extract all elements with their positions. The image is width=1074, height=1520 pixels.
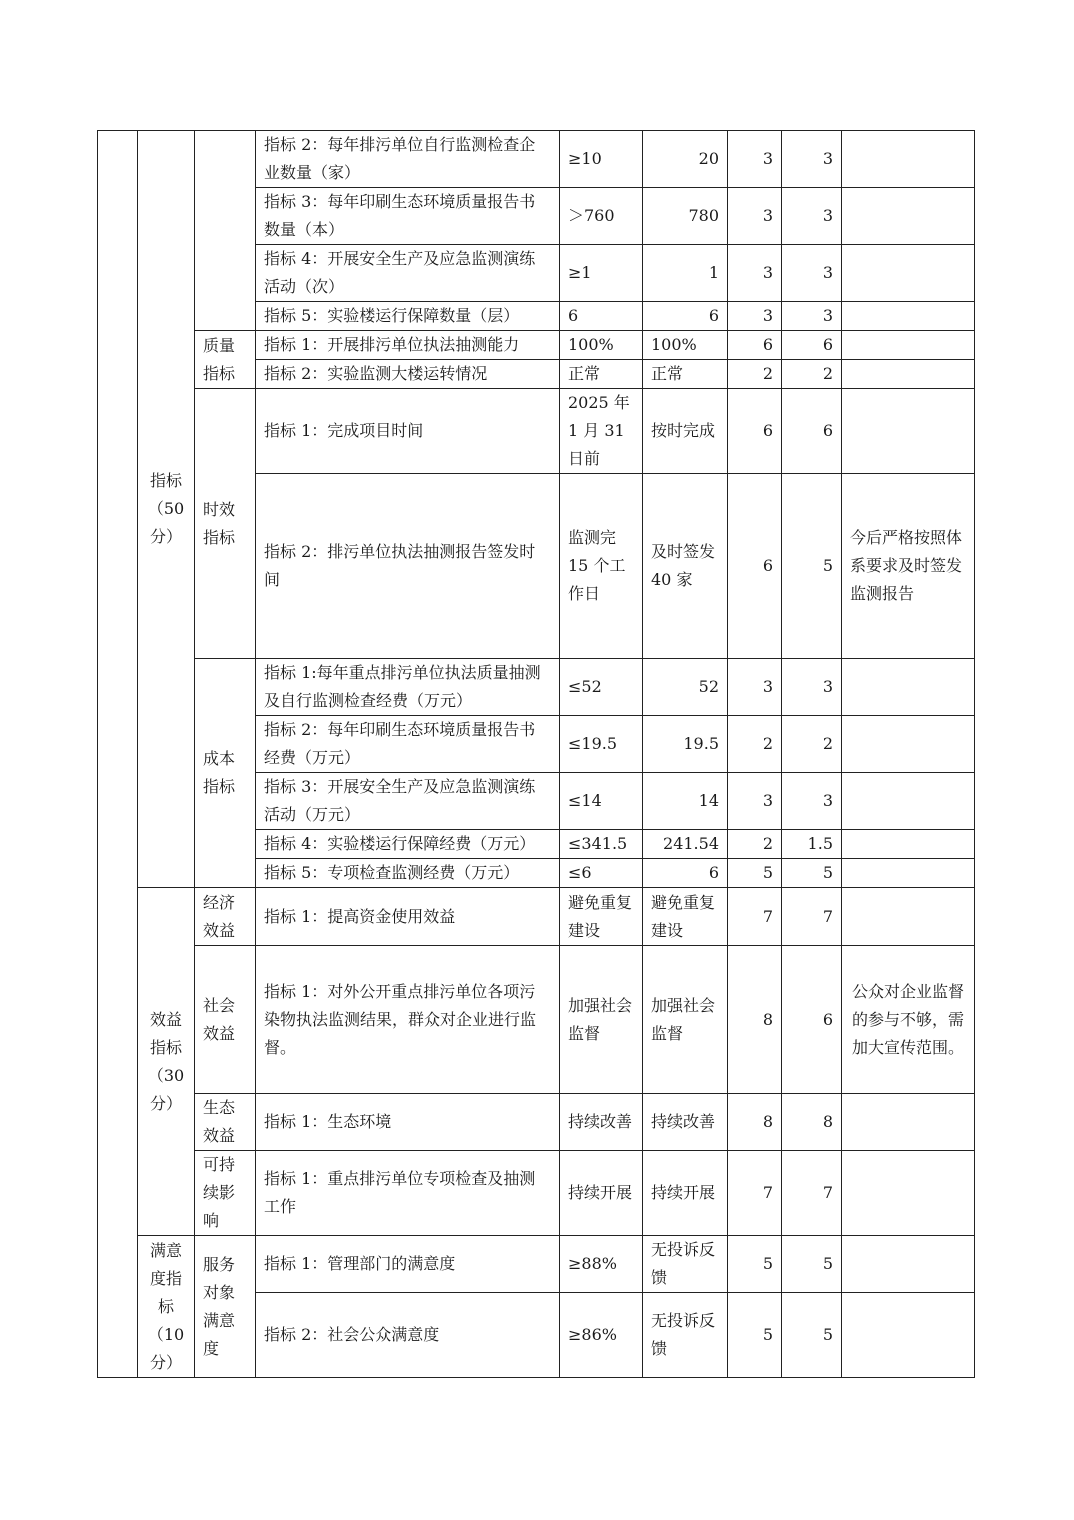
note-cell: 公众对企业监督的参与不够，需加大宣传范围。 bbox=[842, 946, 975, 1094]
table-row bbox=[98, 946, 975, 1094]
weight-value: 3 bbox=[728, 659, 782, 716]
weight-value: 5 bbox=[728, 1236, 782, 1293]
note-cell bbox=[842, 773, 975, 830]
target-value: ≤6 bbox=[560, 859, 643, 888]
note-cell bbox=[842, 389, 975, 474]
table-row bbox=[98, 659, 975, 716]
actual-value: 14 bbox=[643, 773, 728, 830]
actual-value: 避免重复建设 bbox=[643, 888, 728, 946]
actual-value: 19.5 bbox=[643, 716, 728, 773]
target-value: 6 bbox=[560, 302, 643, 331]
weight-value: 8 bbox=[728, 946, 782, 1094]
satisfaction-indicator-category: 满意度指标（10分） bbox=[138, 1236, 195, 1378]
actual-value: 按时完成 bbox=[643, 389, 728, 474]
target-value: ≥1 bbox=[560, 245, 643, 302]
indicator-name: 指标 3：开展安全生产及应急监测演练活动（万元） bbox=[256, 773, 560, 830]
note-cell bbox=[842, 1293, 975, 1378]
note-cell bbox=[842, 1236, 975, 1293]
score-value: 5 bbox=[782, 474, 842, 659]
target-value: 持续改善 bbox=[560, 1094, 643, 1151]
target-value: ≤14 bbox=[560, 773, 643, 830]
score-value: 7 bbox=[782, 888, 842, 946]
actual-value: 20 bbox=[643, 131, 728, 188]
target-value: ≤52 bbox=[560, 659, 643, 716]
target-value: 100% bbox=[560, 331, 643, 360]
score-value: 3 bbox=[782, 659, 842, 716]
table-row bbox=[98, 389, 975, 474]
actual-value: 6 bbox=[643, 859, 728, 888]
note-cell bbox=[842, 302, 975, 331]
actual-value: 241.54 bbox=[643, 830, 728, 859]
note-cell bbox=[842, 331, 975, 360]
weight-value: 2 bbox=[728, 716, 782, 773]
weight-value: 3 bbox=[728, 245, 782, 302]
table-row bbox=[98, 131, 975, 188]
score-value: 5 bbox=[782, 1293, 842, 1378]
indicator-name: 指标 2：社会公众满意度 bbox=[256, 1293, 560, 1378]
target-value: ≥10 bbox=[560, 131, 643, 188]
weight-value: 6 bbox=[728, 474, 782, 659]
note-cell bbox=[842, 131, 975, 188]
actual-value: 加强社会监督 bbox=[643, 946, 728, 1094]
social-benefit-sub-category: 社会效益 bbox=[195, 946, 256, 1094]
timeliness-sub-category: 时效指标 bbox=[195, 389, 256, 659]
weight-value: 5 bbox=[728, 859, 782, 888]
note-cell bbox=[842, 859, 975, 888]
target-value: ≥86% bbox=[560, 1293, 643, 1378]
target-value: 持续开展 bbox=[560, 1151, 643, 1236]
score-value: 3 bbox=[782, 245, 842, 302]
actual-value: 780 bbox=[643, 188, 728, 245]
note-cell: 今后严格按照体系要求及时签发监测报告 bbox=[842, 474, 975, 659]
weight-value: 3 bbox=[728, 188, 782, 245]
score-value: 3 bbox=[782, 188, 842, 245]
actual-value: 及时签发 40 家 bbox=[643, 474, 728, 659]
indicator-name: 指标 2：排污单位执法抽测报告签发时间 bbox=[256, 474, 560, 659]
target-value: 2025 年 1 月 31 日前 bbox=[560, 389, 643, 474]
actual-value: 100% bbox=[643, 331, 728, 360]
weight-value: 6 bbox=[728, 331, 782, 360]
weight-value: 7 bbox=[728, 1151, 782, 1236]
target-value: 监测完 15 个工作日 bbox=[560, 474, 643, 659]
indicator-name: 指标 2：每年排污单位自行监测检查企业数量（家） bbox=[256, 131, 560, 188]
cost-sub-category: 成本指标 bbox=[195, 659, 256, 888]
output-indicator-category: 指标（50分） bbox=[138, 131, 195, 888]
score-value: 5 bbox=[782, 1236, 842, 1293]
actual-value: 无投诉反馈 bbox=[643, 1236, 728, 1293]
weight-value: 6 bbox=[728, 389, 782, 474]
score-value: 2 bbox=[782, 360, 842, 389]
performance-indicator-table bbox=[97, 130, 975, 1378]
weight-value: 3 bbox=[728, 773, 782, 830]
indicator-name: 指标 5：实验楼运行保障数量（层） bbox=[256, 302, 560, 331]
actual-value: 正常 bbox=[643, 360, 728, 389]
indicator-name: 指标 5：专项检查监测经费（万元） bbox=[256, 859, 560, 888]
table-row bbox=[98, 888, 975, 946]
weight-value: 8 bbox=[728, 1094, 782, 1151]
indicator-name: 指标 3：每年印刷生态环境质量报告书数量（本） bbox=[256, 188, 560, 245]
sustainability-sub-category: 可持续影响 bbox=[195, 1151, 256, 1236]
benefit-indicator-category: 效益指标（30分） bbox=[138, 888, 195, 1236]
weight-value: 5 bbox=[728, 1293, 782, 1378]
target-value: ≤19.5 bbox=[560, 716, 643, 773]
score-value: 3 bbox=[782, 302, 842, 331]
score-value: 2 bbox=[782, 716, 842, 773]
note-cell bbox=[842, 659, 975, 716]
actual-value: 6 bbox=[643, 302, 728, 331]
weight-value: 2 bbox=[728, 830, 782, 859]
target-value: ＞760 bbox=[560, 188, 643, 245]
service-satisfaction-sub-category: 服务对象满意度 bbox=[195, 1236, 256, 1378]
note-cell bbox=[842, 716, 975, 773]
indicator-name: 指标 1：提高资金使用效益 bbox=[256, 888, 560, 946]
indicator-name: 指标 1：完成项目时间 bbox=[256, 389, 560, 474]
indicator-name: 指标 4：实验楼运行保障经费（万元） bbox=[256, 830, 560, 859]
economic-benefit-sub-category: 经济效益 bbox=[195, 888, 256, 946]
indicator-name: 指标 2：实验监测大楼运转情况 bbox=[256, 360, 560, 389]
actual-value: 持续开展 bbox=[643, 1151, 728, 1236]
actual-value: 无投诉反馈 bbox=[643, 1293, 728, 1378]
indicator-name: 指标 1:每年重点排污单位执法质量抽测及自行监测检查经费（万元） bbox=[256, 659, 560, 716]
actual-value: 1 bbox=[643, 245, 728, 302]
score-value: 6 bbox=[782, 946, 842, 1094]
target-value: 加强社会监督 bbox=[560, 946, 643, 1094]
score-value: 5 bbox=[782, 859, 842, 888]
weight-value: 2 bbox=[728, 360, 782, 389]
note-cell bbox=[842, 1094, 975, 1151]
target-value: 避免重复建设 bbox=[560, 888, 643, 946]
target-value: ≤341.5 bbox=[560, 830, 643, 859]
ecological-benefit-sub-category: 生态效益 bbox=[195, 1094, 256, 1151]
weight-value: 7 bbox=[728, 888, 782, 946]
indicator-name: 指标 1：重点排污单位专项检查及抽测工作 bbox=[256, 1151, 560, 1236]
quantity-sub-category bbox=[195, 131, 256, 331]
actual-value: 52 bbox=[643, 659, 728, 716]
note-cell bbox=[842, 888, 975, 946]
weight-value: 3 bbox=[728, 131, 782, 188]
score-value: 1.5 bbox=[782, 830, 842, 859]
score-value: 3 bbox=[782, 773, 842, 830]
indicator-name: 指标 1：开展排污单位执法抽测能力 bbox=[256, 331, 560, 360]
table-row bbox=[98, 1236, 975, 1293]
note-cell bbox=[842, 360, 975, 389]
note-cell bbox=[842, 245, 975, 302]
note-cell bbox=[842, 188, 975, 245]
weight-value: 3 bbox=[728, 302, 782, 331]
table-row bbox=[98, 1094, 975, 1151]
table-row bbox=[98, 331, 975, 360]
score-value: 7 bbox=[782, 1151, 842, 1236]
indicator-name: 指标 2：每年印刷生态环境质量报告书经费（万元） bbox=[256, 716, 560, 773]
score-value: 6 bbox=[782, 331, 842, 360]
table-row bbox=[98, 1151, 975, 1236]
indicator-name: 指标 1：生态环境 bbox=[256, 1094, 560, 1151]
score-value: 8 bbox=[782, 1094, 842, 1151]
indicator-name: 指标 1：管理部门的满意度 bbox=[256, 1236, 560, 1293]
actual-value: 持续改善 bbox=[643, 1094, 728, 1151]
quality-sub-category: 质量指标 bbox=[195, 331, 256, 389]
score-value: 6 bbox=[782, 389, 842, 474]
first-level-category-cell bbox=[98, 131, 138, 1378]
note-cell bbox=[842, 1151, 975, 1236]
target-value: 正常 bbox=[560, 360, 643, 389]
indicator-name: 指标 4：开展安全生产及应急监测演练活动（次） bbox=[256, 245, 560, 302]
score-value: 3 bbox=[782, 131, 842, 188]
target-value: ≥88% bbox=[560, 1236, 643, 1293]
note-cell bbox=[842, 830, 975, 859]
indicator-name: 指标 1：对外公开重点排污单位各项污染物执法监测结果，群众对企业进行监督。 bbox=[256, 946, 560, 1094]
